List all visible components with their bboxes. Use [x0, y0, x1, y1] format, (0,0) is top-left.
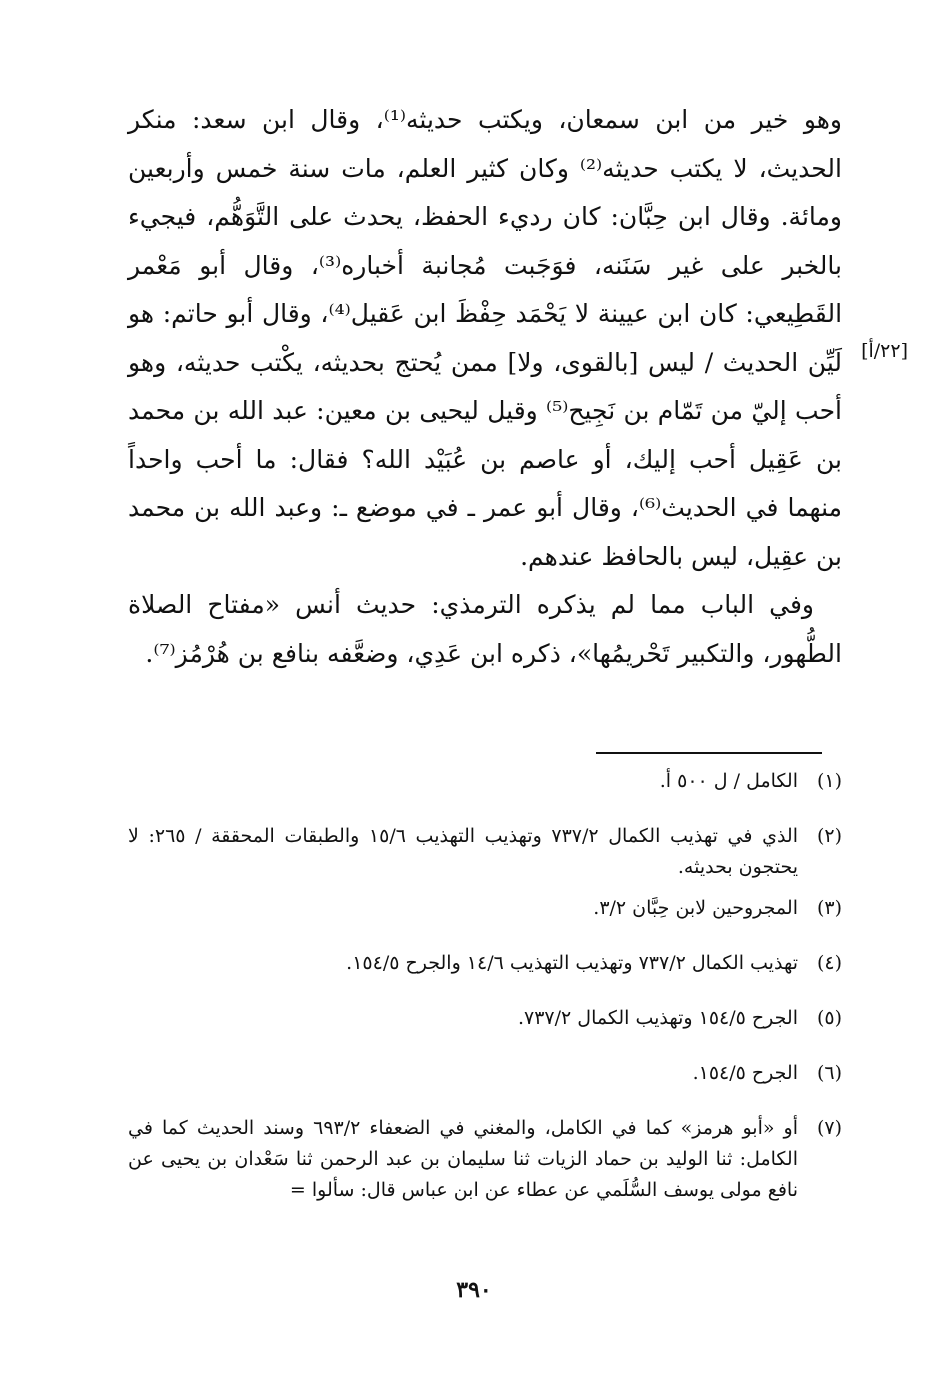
footnote [128, 821, 842, 883]
footnote [128, 1113, 842, 1206]
footnote-text: الذي في تهذيب الكمال ٧٣٧/٢ وتهذيب التهذيب ١٥/٦ والطبقات المحققة / ٢٦٥: لا يحتجون بحديثه. [128, 825, 798, 878]
main-text [128, 96, 842, 678]
footnote-number: (٤) [816, 952, 842, 974]
footnote-number: (٢) [816, 825, 842, 847]
footnote [128, 1003, 842, 1034]
footnote-text: الجرح ١٥٤/٥ وتهذيب الكمال ٧٣٧/٢. [517, 1007, 798, 1029]
footnote-text: الجرح ١٥٤/٥. [692, 1062, 798, 1084]
main-paragraph-2: وفي الباب مما لم يذكره الترمذي: حديث أنس «مفتاح الصلاة الطُّهور، والتكبير تَحْريمُها»، ذكره ابن عَدِي، وضعَّفه بنافع بن هُرْمُز⁽⁷⁾. [128, 590, 842, 668]
manuscript-folio-marker: [٢٢/أ] [861, 340, 908, 362]
footnote-number: (٣) [816, 897, 842, 919]
main-paragraph-1: وهو خير من ابن سمعان، ويكتب حديثه⁽¹⁾، وقال ابن سعد: منكر الحديث، لا يكتب حديثه⁽²⁾ وكان كثير العلم، مات سنة خمس وأربعين ومائة. وقال ابن حِبَّان: كان رديء الحفظ، يحدث على التَّوَهُّم، فيجيء بالخبر على غير سَنَنه، فوَجَبت مُجانبة أخباره⁽³⁾، وقال أبو مَعْمر القَطِيعي: كان ابن عيينة لا يَحْمَد حِفْظَ ابن عَقيل⁽⁴⁾، وقال أبو حاتم: هو لَيِّن الحديث / ليس [بالقوى، ولا] ممن يُحتج بحديثه، يكْتب حديثه، وهو أحب إليّ من تَمّام بن نَجِيح⁽⁵⁾ وقيل ليحيى بن معين: عبد الله بن محمد بن عَقِيل أحب إليك، أو عاصم بن عُبَيْد الله؟ فقال: ما أحب واحداً منهما في الحديث⁽⁶⁾، وقال أبو عمر ـ في موضع ـ: وعبد الله بن محمد بن عقِيل، ليس بالحافظ عندهم. [128, 105, 843, 571]
footnotes [128, 766, 842, 1206]
footnote [128, 893, 842, 924]
footnote-number: (٦) [816, 1062, 842, 1084]
footnote [128, 766, 842, 797]
footnote-number: (١) [816, 770, 842, 792]
footnote-text: أو «أبو هرمز» كما في الكامل، والمغني في الضعفاء ٦٩٣/٢ وسند الحديث كما في الكامل: ثنا الوليد بن حماد الزيات ثنا سليمان بن عبد الرحمن ثنا سَعْدان بن يحيى عن نافع مولى يوسف السُّلَمي عن عطاء عن ابن عباس قال: سألوا = [128, 1117, 798, 1201]
footnote-text: المجروحين لابن حِبَّان ٣/٢. [593, 897, 798, 919]
footnote-separator [596, 752, 822, 754]
footnote-number: (٥) [816, 1007, 842, 1029]
footnote [128, 1058, 842, 1089]
footnote-text: الكامل / ل ٥٠٠ أ. [659, 770, 798, 792]
footnote-number: (٧) [816, 1117, 842, 1139]
footnote [128, 948, 842, 979]
footnote-text: تهذيب الكمال ٧٣٧/٢ وتهذيب التهذيب ١٤/٦ والجرح ١٥٤/٥. [346, 952, 798, 974]
page-number: ٣٩٠ [456, 1277, 492, 1303]
